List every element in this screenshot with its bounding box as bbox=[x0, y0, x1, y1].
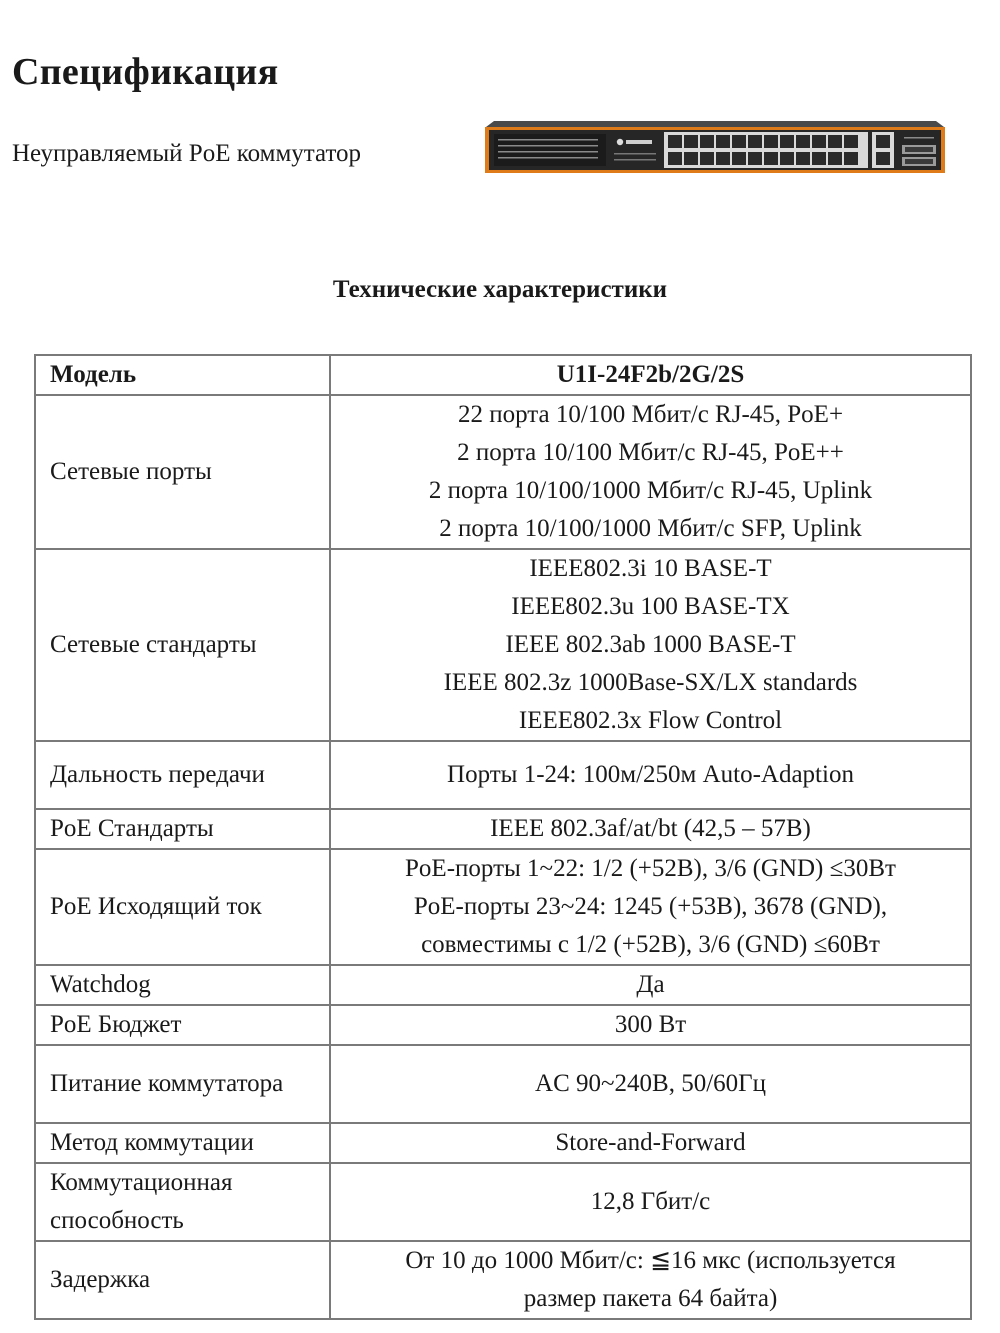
row-value bbox=[330, 1005, 971, 1045]
table-row bbox=[35, 395, 971, 549]
table-row bbox=[35, 1241, 971, 1319]
row-label: Watchdog bbox=[35, 965, 330, 1005]
model-label: Модель bbox=[35, 355, 330, 395]
table-row bbox=[35, 741, 971, 809]
value-line: Порты 1-24: 100м/250м Auto-Adaption bbox=[447, 761, 854, 788]
value-line: IEEE 802.3af/at/bt (42,5 – 57В) bbox=[490, 815, 811, 842]
value-line: 12,8 Гбит/с bbox=[590, 1188, 711, 1215]
row-label: Задержка bbox=[35, 1241, 330, 1319]
table-row bbox=[35, 1123, 971, 1163]
value-line: 2 порта 10/100/1000 Мбит/с SFP, Uplink bbox=[439, 515, 862, 542]
row-label: Питание коммутатора bbox=[35, 1045, 330, 1123]
table-row bbox=[35, 965, 971, 1005]
value-line: Store-and-Forward bbox=[555, 1129, 746, 1156]
value-line: IEEE802.3u 100 BASE-TX bbox=[511, 593, 790, 620]
value-line: 22 порта 10/100 Мбит/с RJ-45, PoE+ bbox=[457, 401, 844, 428]
switch-device-image bbox=[484, 117, 946, 175]
row-label: Сетевые стандарты bbox=[35, 549, 330, 741]
table-row bbox=[35, 1045, 971, 1123]
table-row bbox=[35, 809, 971, 849]
row-value bbox=[330, 549, 971, 741]
product-subtitle: Неуправляемый PoE коммутатор bbox=[12, 140, 362, 167]
row-value bbox=[330, 741, 971, 809]
row-label: Дальность передачи bbox=[35, 741, 330, 809]
row-label: Коммутационная способность bbox=[35, 1163, 330, 1241]
value-line: AC 90~240В, 50/60Гц bbox=[535, 1070, 766, 1097]
row-value bbox=[330, 809, 971, 849]
model-value: U1I-24F2b/2G/2S bbox=[330, 355, 971, 395]
value-line: IEEE 802.3z 1000Base-SX/LX standards bbox=[443, 669, 858, 696]
row-label: PoE Бюджет bbox=[35, 1005, 330, 1045]
row-value bbox=[330, 1241, 971, 1319]
row-value bbox=[330, 1163, 971, 1241]
table-row bbox=[35, 549, 971, 741]
row-label: PoE Стандарты bbox=[35, 809, 330, 849]
value-line: IEEE 802.3ab 1000 BASE-T bbox=[505, 631, 796, 658]
value-line: PoE-порты 1~22: 1/2 (+52В), 3/6 (GND) ≤30Вт bbox=[405, 855, 896, 882]
row-value bbox=[330, 395, 971, 549]
value-line: 2 порта 10/100/1000 Мбит/с RJ-45, Uplink bbox=[428, 477, 873, 504]
value-line: Да bbox=[636, 971, 665, 998]
table-header-row bbox=[35, 355, 971, 395]
value-line: От 10 до 1000 Мбит/с: ≦16 мкс (используется bbox=[405, 1247, 896, 1274]
value-line: PoE-порты 23~24: 1245 (+53В), 3678 (GND), bbox=[413, 893, 888, 920]
page-title: Спецификация bbox=[12, 51, 279, 93]
table-row bbox=[35, 849, 971, 965]
row-label: Метод коммутации bbox=[35, 1123, 330, 1163]
row-value bbox=[330, 849, 971, 965]
value-line: IEEE802.3i 10 BASE-T bbox=[529, 555, 772, 582]
spec-table bbox=[34, 354, 972, 1320]
section-title: Технические характеристики bbox=[332, 276, 668, 303]
row-label: Сетевые порты bbox=[35, 395, 330, 549]
value-line: 2 порта 10/100 Мбит/с RJ-45, PoE++ bbox=[457, 439, 844, 466]
row-value bbox=[330, 1123, 971, 1163]
value-line: размер пакета 64 байта) bbox=[523, 1285, 778, 1312]
row-value bbox=[330, 965, 971, 1005]
value-line: IEEE802.3x Flow Control bbox=[518, 707, 783, 734]
value-line: 300 Вт bbox=[614, 1011, 687, 1038]
table-row bbox=[35, 1163, 971, 1241]
row-value bbox=[330, 1045, 971, 1123]
value-line: совместимы с 1/2 (+52В), 3/6 (GND) ≤60Вт bbox=[421, 931, 880, 958]
table-row bbox=[35, 1005, 971, 1045]
row-label: PoE Исходящий ток bbox=[35, 849, 330, 965]
